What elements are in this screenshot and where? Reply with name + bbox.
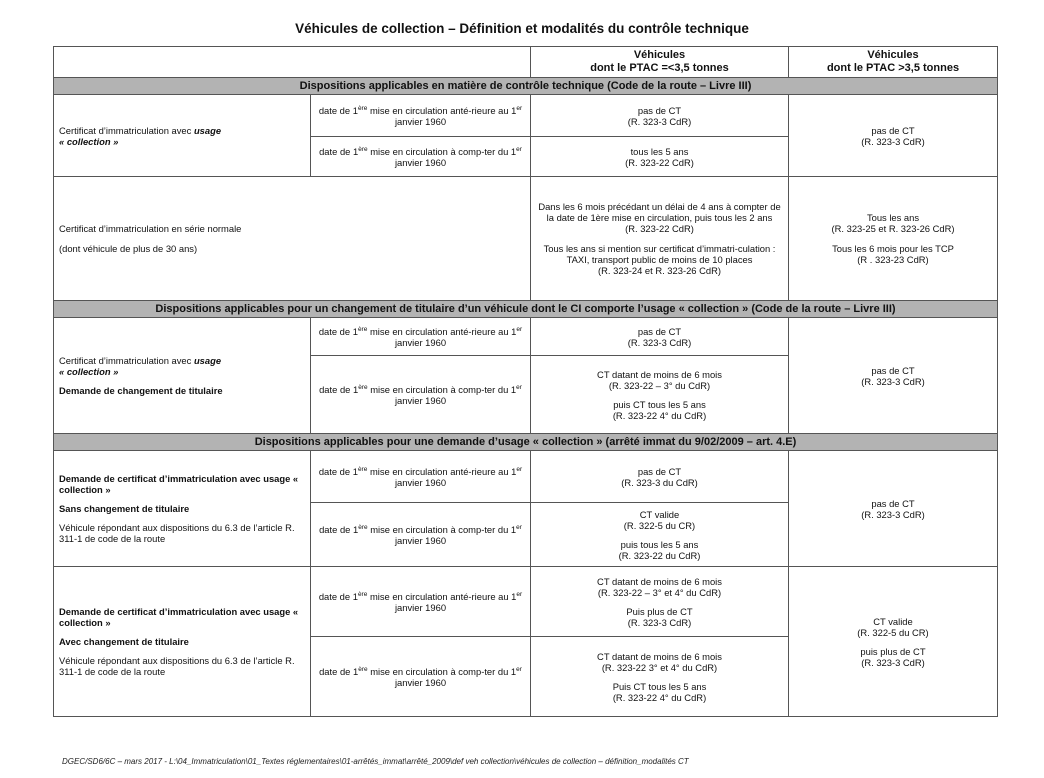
- condition-after-1960: date de 1ère mise en circulation à comp-ter du 1er janvier 1960: [311, 137, 531, 177]
- page-title: Véhicules de collection – Définition et modalités du contrôle technique: [295, 21, 749, 36]
- heavy-value: Tous les ans (R. 323-25 et R. 323-26 CdR) Tous les 6 mois pour les TCP (R . 323-23 CdR): [789, 177, 998, 301]
- light-value: tous les 5 ans (R. 323-22 CdR): [531, 137, 789, 177]
- condition-before-1960: date de 1ère mise en circulation anté-rieure au 1er janvier 1960: [311, 567, 531, 637]
- header-heavy-vehicles: Véhicules dont le PTAC >3,5 tonnes: [789, 47, 998, 78]
- section-header-ct: Dispositions applicables en matière de contrôle technique (Code de la route – Livre III): [54, 78, 998, 95]
- blank-header-cell: [54, 47, 531, 78]
- light-value: pas de CT (R. 323-3 du CdR): [531, 451, 789, 503]
- heavy-value: pas de CT (R. 323-3 CdR): [789, 451, 998, 567]
- section-header-usage-request: Dispositions applicables pour une demande d’usage « collection » (arrêté immat du 9/02/2009 – art. 4.E): [54, 434, 998, 451]
- condition-after-1960: date de 1ère mise en circulation à comp-ter du 1er janvier 1960: [311, 503, 531, 567]
- table-row: [54, 95, 998, 137]
- section-header-row: [54, 301, 998, 318]
- header-light-vehicles: Véhicules dont le PTAC =<3,5 tonnes: [531, 47, 789, 78]
- heavy-value: CT valide (R. 322-5 du CR) puis plus de CT (R. 323-3 CdR): [789, 567, 998, 717]
- condition-after-1960: date de 1ère mise en circulation à comp-ter du 1er janvier 1960: [311, 637, 531, 717]
- light-value: CT datant de moins de 6 mois (R. 323-22 3° et 4° du CdR) Puis CT tous les 5 ans (R. 323-22 4° du CdR): [531, 637, 789, 717]
- ct-table: [53, 46, 998, 717]
- heavy-value: pas de CT (R. 323-3 CdR): [789, 318, 998, 434]
- section-header-row: [54, 434, 998, 451]
- footer-path: DGEC/SD6/6C – mars 2017 - L:\04_Immatriculation\01_Textes réglementaires\01-arrêtés_immat\arrêté_2009\def veh collection\véhicules de collection – définition_modalités CT: [62, 757, 689, 766]
- section-header-row: [54, 78, 998, 95]
- table-row: [54, 177, 998, 301]
- light-value: CT valide (R. 322-5 du CR) puis tous les 5 ans (R. 323-22 du CdR): [531, 503, 789, 567]
- row-label-with-owner-change: Demande de certificat d’immatriculation avec usage « collection » Avec changement de titulaire Véhicule répondant aux dispositions du 6.3 de l’article R. 311-1 de code de la route: [54, 567, 311, 717]
- table-row: [54, 451, 998, 503]
- row-label-no-owner-change: Demande de certificat d’immatriculation avec usage « collection » Sans changement de titulaire Véhicule répondant aux dispositions du 6.3 de l’article R. 311-1 de code de la route: [54, 451, 311, 567]
- heavy-value: pas de CT (R. 323-3 CdR): [789, 95, 998, 177]
- light-value: Dans les 6 mois précédant un délai de 4 ans à compter de la date de 1ère mise en circulation, puis tous les 2 ans (R. 323-22 CdR) Tous les ans si mention sur certificat d’immatri-culation : TAXI, transport public de moins de 10 places (R. 323-24 et R. 323-26 CdR): [531, 177, 789, 301]
- section-header-change-owner: Dispositions applicables pour un changement de titulaire d’un véhicule dont le CI comporte l’usage « collection » (Code de la route – Livre III): [54, 301, 998, 318]
- light-value: CT datant de moins de 6 mois (R. 323-22 – 3° du CdR) puis CT tous les 5 ans (R. 323-22 4° du CdR): [531, 356, 789, 434]
- row-label-collection: Certificat d’immatriculation avec usage « collection »: [54, 95, 311, 177]
- light-value: pas de CT (R. 323-3 CdR): [531, 318, 789, 356]
- condition-before-1960: date de 1ère mise en circulation anté-rieure au 1er janvier 1960: [311, 318, 531, 356]
- condition-before-1960: date de 1ère mise en circulation anté-rieure au 1er janvier 1960: [311, 95, 531, 137]
- row-label-change-owner: Certificat d’immatriculation avec usage « collection » Demande de changement de titulaire: [54, 318, 311, 434]
- condition-after-1960: date de 1ère mise en circulation à comp-ter du 1er janvier 1960: [311, 356, 531, 434]
- table-row: [54, 318, 998, 356]
- table-row: [54, 567, 998, 637]
- row-label-normal-series: Certificat d’immatriculation en série normale (dont véhicule de plus de 30 ans): [54, 177, 531, 301]
- column-header-row: [54, 47, 998, 78]
- light-value: pas de CT (R. 323-3 CdR): [531, 95, 789, 137]
- condition-before-1960: date de 1ère mise en circulation anté-rieure au 1er janvier 1960: [311, 451, 531, 503]
- light-value: CT datant de moins de 6 mois (R. 323-22 – 3° et 4° du CdR) Puis plus de CT (R. 323-3 CdR): [531, 567, 789, 637]
